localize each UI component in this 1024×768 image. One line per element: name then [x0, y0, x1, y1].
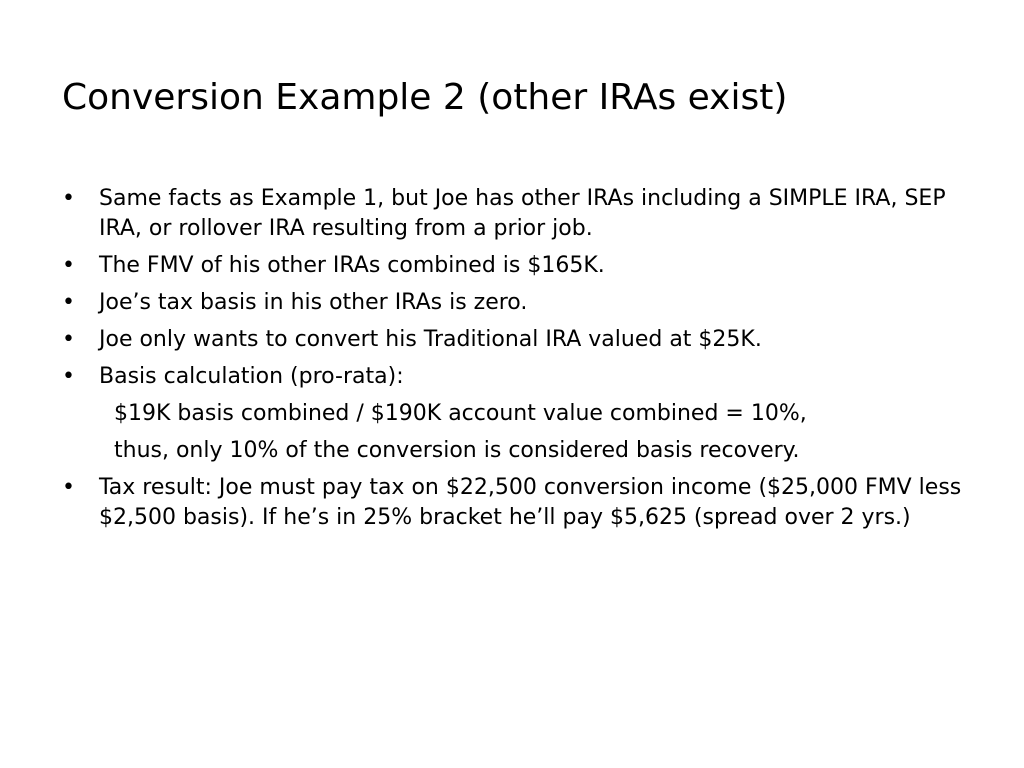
bullet-item-basis-calculation	[62, 362, 962, 392]
bullet-text: The FMV of his other IRAs combined is $165K.	[99, 253, 605, 278]
bullet-icon: •	[62, 364, 75, 389]
bullet-list	[62, 184, 962, 540]
bullet-icon: •	[62, 253, 75, 278]
calculation-line-ratio: $19K basis combined / $190K account value combined = 10%,	[114, 401, 807, 426]
bullet-item-same-facts	[62, 184, 962, 244]
bullet-icon: •	[62, 327, 75, 352]
bullet-item-tax-basis	[62, 288, 962, 318]
bullet-item-tax-result	[62, 473, 962, 533]
bullet-icon: •	[62, 290, 75, 315]
bullet-text: Joe only wants to convert his Traditional IRA valued at $25K.	[99, 327, 762, 352]
bullet-text: Same facts as Example 1, but Joe has other IRAs including a SIMPLE IRA, SEP IRA, or rollover IRA resulting from a prior job.	[99, 186, 946, 241]
calculation-line-result: thus, only 10% of the conversion is considered basis recovery.	[114, 438, 800, 463]
bullet-icon: •	[62, 186, 75, 211]
bullet-icon: •	[62, 475, 75, 500]
bullet-item-fmv	[62, 251, 962, 281]
slide-title: Conversion Example 2 (other IRAs exist)	[62, 77, 788, 118]
bullet-text: Basis calculation (pro-rata):	[99, 364, 404, 389]
bullet-item-convert	[62, 325, 962, 355]
bullet-text: Joe’s tax basis in his other IRAs is zero.	[99, 290, 528, 315]
bullet-text: Tax result: Joe must pay tax on $22,500 conversion income ($25,000 FMV less $2,500 basis). If he’s in 25% bracket he’ll pay $5,625 (spread over 2 yrs.)	[99, 475, 962, 530]
